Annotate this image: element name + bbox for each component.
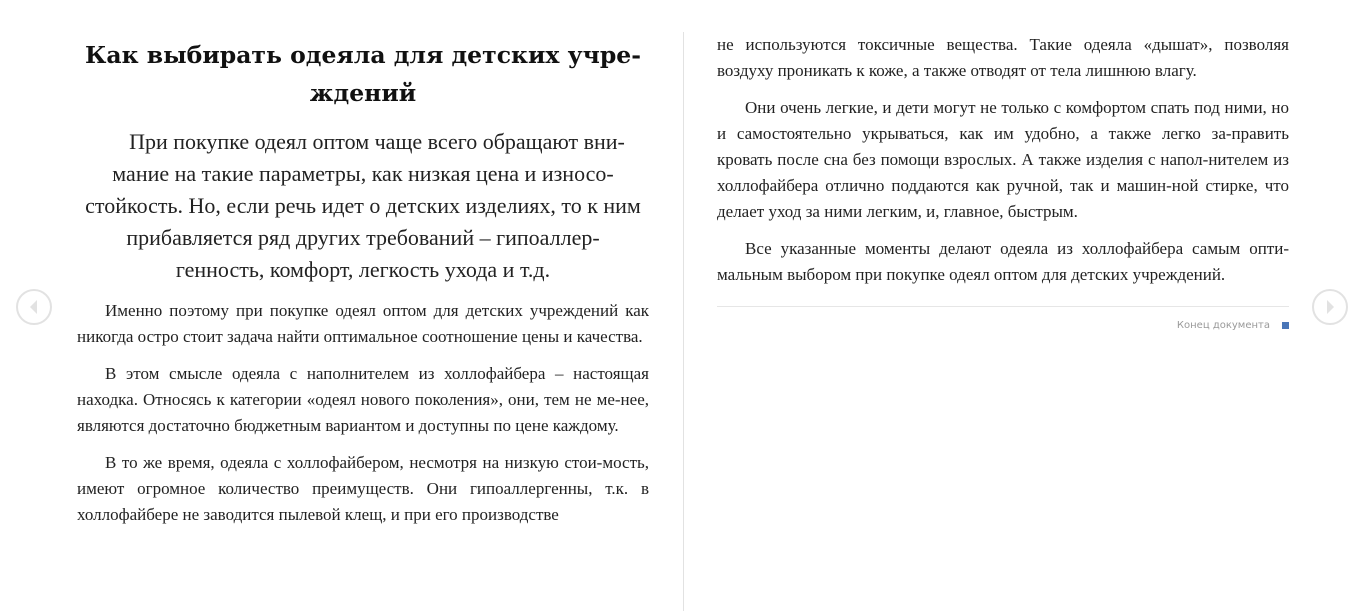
lead-paragraph: При покупке одеял оптом чаще всего обращают вни-мание на такие параметры, как низкая цена и износо-стойкость. Но, если речь идет о детских изделиях, то к ним прибавляется ряд других требований – гипоаллер-генность, комфорт, легкость ухода и т.д. bbox=[85, 129, 641, 282]
end-marker-icon bbox=[1282, 322, 1289, 329]
end-divider bbox=[717, 306, 1289, 307]
body-paragraph: В этом смысле одеяла с наполнителем из холлофайбера – настоящая находка. Относясь к категории «одеял нового поколения», они, тем не ме-нее, являются достаточно бюджетным вариантом и доступны по цене каждому. bbox=[77, 364, 649, 435]
body-paragraph: Именно поэтому при покупке одеял оптом для детских учреждений как никогда остро стоит задача найти оптимальное соотношение цены и качества. bbox=[77, 301, 649, 346]
body-paragraph: В то же время, одеяла с холлофайбером, несмотря на низкую стои-мость, имеют огромное количество преимуществ. Они гипоаллергенны, т.к. в холлофайбере не заводится пылевой клещ, и при его производстве bbox=[77, 453, 649, 524]
previous-page-button[interactable] bbox=[16, 289, 52, 325]
page-divider bbox=[683, 32, 684, 611]
body-paragraph-continuation: не используются токсичные вещества. Такие одеяла «дышат», позволяя воздуху проникать к коже, а также отводят от тела лишнюю влагу. bbox=[717, 35, 1289, 80]
left-page bbox=[77, 0, 649, 611]
chevron-left-icon bbox=[18, 291, 50, 323]
body-paragraph: Они очень легкие, и дети могут не только с комфортом спать под ними, но и самостоятельно укрываться, как им удобно, а также легко за-править кровать после сна без помощи взрослых. А также изделия с напол-нителем из холлофайбера отлично поддаются как ручной, так и машин-ной стирке, что делает уход за ними легким, и, главное, быстрым. bbox=[717, 98, 1289, 221]
chevron-right-icon bbox=[1314, 291, 1346, 323]
document-title: Как выбирать одеяла для детских учре- ждений bbox=[85, 41, 641, 107]
next-page-button[interactable] bbox=[1312, 289, 1348, 325]
right-page bbox=[717, 0, 1289, 611]
body-paragraph: Все указанные моменты делают одеяла из холлофайбера самым опти-мальным выбором при покупке одеял оптом для детских учреждений. bbox=[717, 239, 1289, 284]
end-of-document-label: Конец документа bbox=[1176, 320, 1270, 331]
end-of-document bbox=[717, 320, 1289, 331]
